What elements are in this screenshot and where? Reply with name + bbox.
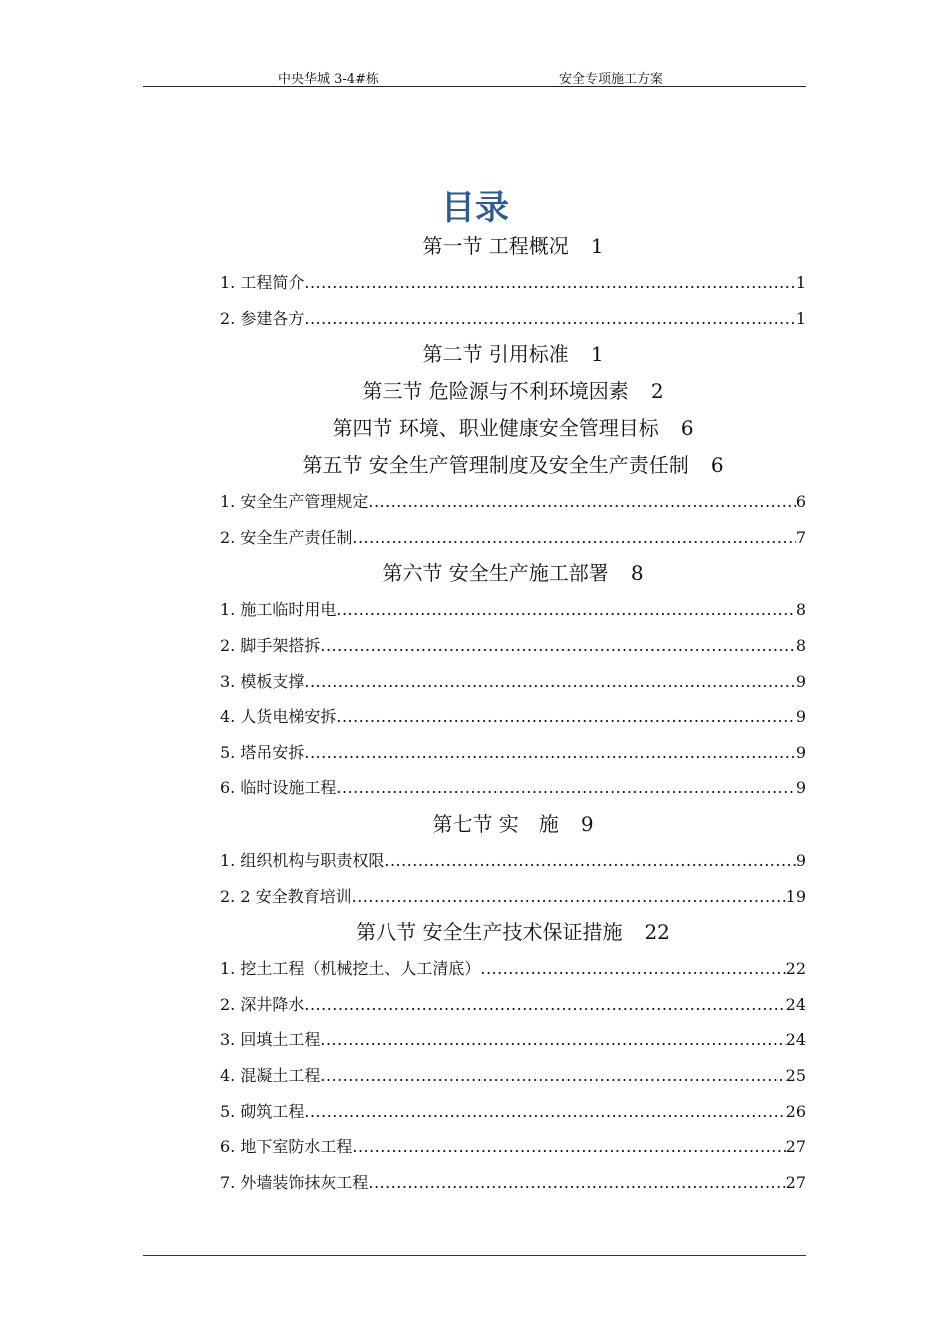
- page-header: [143, 64, 806, 87]
- toc-section-label: 第一节 工程概况: [422, 234, 569, 258]
- toc-entry-label: 3. 回填土工程: [220, 1030, 321, 1050]
- toc-entry-label: 2. 参建各方: [220, 308, 305, 328]
- toc-entry-page: 19: [785, 886, 806, 906]
- toc-dot-leader: [320, 1022, 785, 1058]
- toc-entry-page: 9: [795, 778, 806, 798]
- toc-section-label: 第三节 危险源与不利环境因素: [362, 379, 629, 404]
- toc-entry-label: 3. 模板支撑: [220, 671, 305, 691]
- table-of-contents: [220, 228, 806, 1200]
- toc-section-label: 第八节 安全生产技术保证措施: [356, 920, 623, 945]
- toc-section-page: 8: [630, 561, 644, 586]
- toc-section-page: 22: [644, 920, 670, 945]
- toc-section-label: 第七节 实 施: [432, 811, 559, 836]
- toc-entry-label: 7. 外墙装饰抹灰工程: [220, 1172, 369, 1192]
- toc-entry-label: 1. 工程简介: [220, 273, 305, 292]
- toc-entry-page: 26: [785, 1101, 806, 1121]
- toc-section-page: 9: [580, 811, 594, 836]
- toc-entry-page: 8: [795, 600, 806, 620]
- toc-dot-leader: [352, 1129, 785, 1165]
- toc-entry-label: 4. 混凝土工程: [220, 1065, 321, 1085]
- toc-entry[interactable]: [220, 1058, 806, 1094]
- toc-entry-page: 24: [785, 994, 806, 1014]
- toc-section-heading[interactable]: [220, 555, 806, 592]
- toc-section-label: 第四节 环境、职业健康安全管理目标: [332, 416, 659, 441]
- toc-entry-label: 1. 安全生产管理规定: [220, 492, 369, 512]
- toc-title: 目录: [441, 188, 509, 228]
- footer-rule: [143, 1255, 806, 1256]
- toc-section-label: 第六节 安全生产施工部署: [382, 561, 609, 586]
- toc-entry-page: 1: [795, 308, 806, 328]
- toc-section-heading[interactable]: [220, 447, 806, 484]
- toc-entry-page: 9: [795, 850, 806, 870]
- toc-entry[interactable]: [220, 484, 806, 520]
- toc-entry[interactable]: [220, 1094, 806, 1130]
- toc-entry-page: 7: [795, 527, 806, 547]
- toc-entry-label: 2. 脚手架搭拆: [220, 635, 321, 655]
- toc-section-heading[interactable]: [220, 410, 806, 447]
- header-document-name: 安全专项施工方案: [559, 72, 664, 87]
- toc-section-heading[interactable]: [220, 806, 806, 843]
- toc-section-page: 2: [650, 379, 664, 404]
- toc-entry[interactable]: [220, 843, 806, 879]
- toc-dot-leader: [304, 987, 785, 1023]
- toc-entry-label: 2. 安全生产责任制: [220, 527, 353, 547]
- toc-entry-page: 27: [785, 1137, 806, 1157]
- toc-section-label: 第五节 安全生产管理制度及安全生产责任制: [302, 453, 689, 478]
- toc-section-heading[interactable]: [220, 373, 806, 410]
- toc-section-page: 6: [710, 453, 724, 478]
- toc-entry[interactable]: [220, 735, 806, 771]
- toc-dot-leader: [304, 265, 795, 301]
- toc-dot-leader: [304, 664, 795, 700]
- toc-entry-label: 5. 砌筑工程: [220, 1101, 305, 1121]
- toc-entry-page: 25: [785, 1065, 806, 1085]
- toc-entry-label: 5. 塔吊安拆: [220, 742, 305, 762]
- toc-entry-page: 1: [795, 273, 806, 292]
- toc-section-page: 1: [590, 234, 604, 258]
- toc-entry[interactable]: [220, 592, 806, 628]
- toc-entry-label: 1. 施工临时用电: [220, 600, 337, 620]
- toc-dot-leader: [320, 628, 795, 664]
- toc-entry-label: 1. 组织机构与职责权限: [220, 850, 385, 870]
- toc-entry[interactable]: [220, 770, 806, 806]
- toc-entry[interactable]: [220, 265, 806, 301]
- toc-dot-leader: [304, 1094, 785, 1130]
- toc-entry-label: 2. 2 安全教育培训: [220, 886, 352, 906]
- toc-entry[interactable]: [220, 1165, 806, 1201]
- toc-entry[interactable]: [220, 520, 806, 556]
- toc-entry-page: 8: [795, 635, 806, 655]
- toc-dot-leader: [336, 770, 795, 806]
- toc-entry-label: 2. 深井降水: [220, 994, 305, 1014]
- toc-entry-label: 4. 人货电梯安拆: [220, 707, 337, 727]
- toc-entry[interactable]: [220, 664, 806, 700]
- toc-entry-label: 6. 地下室防水工程: [220, 1137, 353, 1157]
- toc-entry[interactable]: [220, 301, 806, 337]
- toc-entry-page: 27: [785, 1172, 806, 1192]
- toc-entry-page: 24: [785, 1030, 806, 1050]
- toc-section-page: 6: [680, 416, 694, 441]
- toc-entry[interactable]: [220, 628, 806, 664]
- toc-entry[interactable]: [220, 1129, 806, 1165]
- toc-entry-label: 6. 临时设施工程: [220, 778, 337, 798]
- toc-dot-leader: [368, 1165, 785, 1201]
- toc-entry-page: 6: [795, 492, 806, 512]
- toc-dot-leader: [336, 592, 795, 628]
- toc-entry[interactable]: [220, 879, 806, 915]
- toc-dot-leader: [352, 520, 795, 556]
- toc-dot-leader: [304, 735, 795, 771]
- toc-entry-page: 22: [785, 959, 806, 979]
- toc-entry-page: 9: [795, 742, 806, 762]
- toc-dot-leader: [336, 699, 795, 735]
- toc-dot-leader: [352, 879, 786, 915]
- toc-entry[interactable]: [220, 951, 806, 987]
- toc-entry-label: 1. 挖土工程（机械挖土、人工清底）: [220, 959, 481, 979]
- toc-dot-leader: [320, 1058, 785, 1094]
- toc-dot-leader: [384, 843, 795, 879]
- toc-entry-page: 9: [795, 671, 806, 691]
- toc-section-heading[interactable]: [220, 336, 806, 373]
- toc-dot-leader: [368, 484, 795, 520]
- header-project-name: 中央华城 3-4#栋: [278, 72, 379, 87]
- toc-entry[interactable]: [220, 987, 806, 1023]
- toc-section-heading[interactable]: [220, 914, 806, 951]
- toc-section-label: 第二节 引用标准: [422, 342, 569, 367]
- toc-section-page: 1: [590, 342, 604, 367]
- toc-dot-leader: [480, 951, 785, 987]
- toc-entry-page: 9: [795, 707, 806, 727]
- toc-section-heading[interactable]: [220, 228, 806, 265]
- toc-entry[interactable]: [220, 699, 806, 735]
- toc-dot-leader: [304, 301, 795, 337]
- toc-entry[interactable]: [220, 1022, 806, 1058]
